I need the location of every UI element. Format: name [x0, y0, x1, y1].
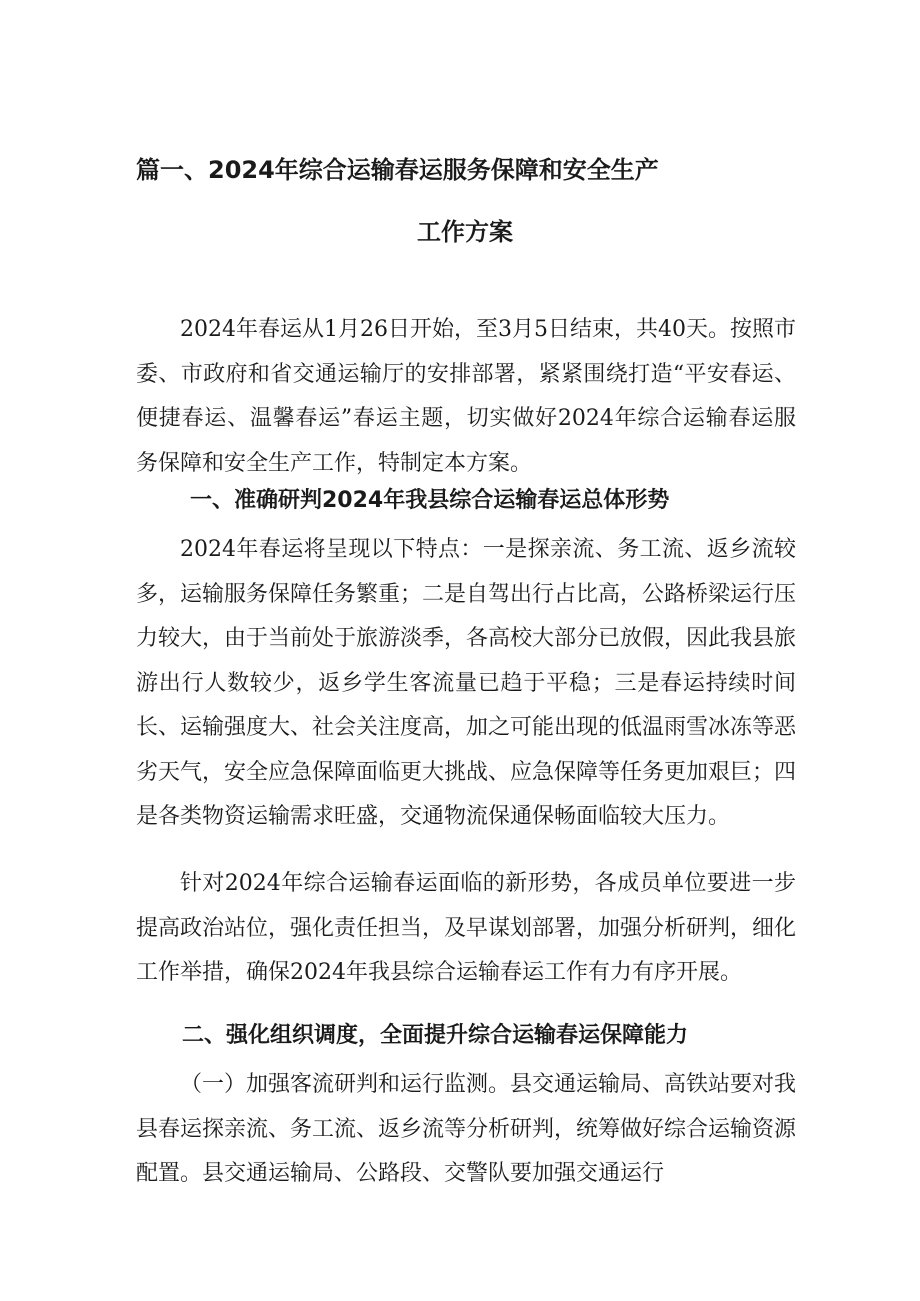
section-1-paragraph-1: 2024年春运将呈现以下特点：一是探亲流、务工流、返乡流较多，运输服务保障任务繁重；二是自驾出行占比高，公路桥梁运行压力较大，由于当前处于旅游淡季，各高校大部分已放假，因此我县旅游出行人数较少，返乡学生客流量已趋于平稳；三是春运持续时间长、运输强度大、社会关注度高，加之可能出现的低温雨雪冰冻等恶劣天气，安全应急保障面临更大挑战、应急保障等任务更加艰巨；四是各类物资运输需求旺盛，交通物流保通保畅面临较大压力。: [136, 537, 797, 829]
intro-paragraph: 2024年春运从1月26日开始，至3月5日结束，共40天。按照市委、市政府和省交通运输厅的安排部署，紧紧围绕打造“平安春运、便捷春运、温馨春运”春运主题，切实做好2024年综合运输春运服务保障和安全生产工作，特制定本方案。: [136, 317, 796, 476]
document-title-line-1: 篇一、2024年综合运输春运服务保障和安全生产: [136, 156, 659, 184]
section-1-block-2: [136, 862, 796, 996]
intro-block: [136, 308, 796, 486]
section-2-paragraph-1: （一）加强客流研判和运行监测。县交通运输局、高铁站要对我县春运探亲流、务工流、返乡流等分析研判，统筹做好综合运输资源配置。县交通运输局、公路段、交警队要加强交通运行: [136, 1072, 797, 1186]
section-1-block-1: [136, 528, 796, 840]
section-2-heading: 二、强化组织调度，全面提升综合运输春运保障能力: [182, 1023, 689, 1048]
section-1-heading: 一、准确研判2024年我县综合运输春运总体形势: [190, 488, 670, 513]
section-1-paragraph-2: 针对2024年综合运输春运面临的新形势，各成员单位要进一步提高政治站位，强化责任担当，及早谋划部署，加强分析研判，细化工作举措，确保2024年我县综合运输春运工作有力有序开展。: [136, 871, 797, 985]
section-2-block-1: [136, 1063, 796, 1197]
document-title-line-2: 工作方案: [417, 218, 513, 246]
